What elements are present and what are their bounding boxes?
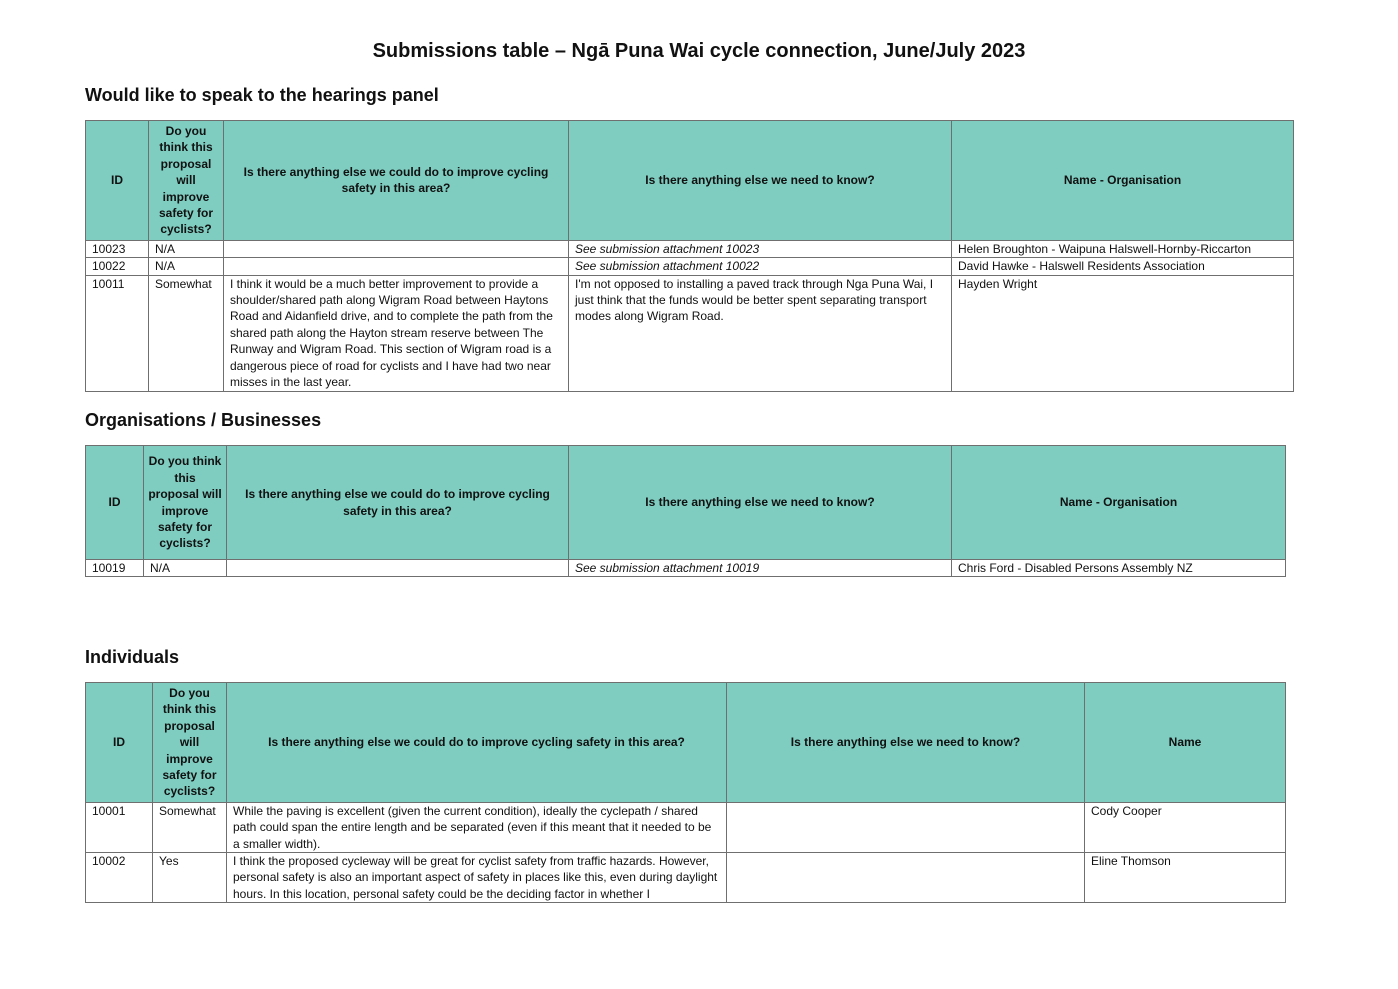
header-name: Name - Organisation	[952, 121, 1294, 241]
header-other-info: Is there anything else we need to know?	[569, 121, 952, 241]
header-suggestion: Is there anything else we could do to improve cycling safety in this area?	[227, 446, 569, 560]
cell-improve: N/A	[149, 240, 224, 257]
header-improve-safety: Do you think this proposal will improve safety for cyclists?	[144, 446, 227, 560]
cell-id: 10022	[86, 258, 149, 275]
cell-improve: N/A	[144, 560, 227, 577]
cell-suggestion	[224, 240, 569, 257]
cell-suggestion	[224, 258, 569, 275]
header-id: ID	[86, 683, 153, 803]
cell-improve: N/A	[149, 258, 224, 275]
header-other-info: Is there anything else we need to know?	[727, 683, 1085, 803]
table-header-row	[86, 446, 1286, 560]
cell-name: Eline Thomson	[1085, 853, 1286, 903]
organisations-table	[85, 445, 1286, 577]
cell-name: Hayden Wright	[952, 275, 1294, 391]
individuals-table	[85, 682, 1286, 903]
header-suggestion: Is there anything else we could do to improve cycling safety in this area?	[227, 683, 727, 803]
cell-name: Chris Ford - Disabled Persons Assembly NZ	[952, 560, 1286, 577]
cell-name: Helen Broughton - Waipuna Halswell-Hornby-Riccarton	[952, 240, 1294, 257]
cell-suggestion: While the paving is excellent (given the current condition), ideally the cyclepath / shared path could span the entire length and be separated (even if this meant that it needed to be a smaller width).	[227, 802, 727, 852]
table-row	[86, 258, 1294, 275]
header-improve-safety: Do you think this proposal will improve safety for cyclists?	[149, 121, 224, 241]
hearings-table	[85, 120, 1294, 392]
header-other-info: Is there anything else we need to know?	[569, 446, 952, 560]
cell-id: 10002	[86, 853, 153, 903]
table-header-row	[86, 683, 1286, 803]
header-id: ID	[86, 446, 144, 560]
cell-id: 10001	[86, 802, 153, 852]
cell-other: See submission attachment 10022	[569, 258, 952, 275]
cell-id: 10019	[86, 560, 144, 577]
section-title-hearings: Would like to speak to the hearings panel	[85, 85, 439, 105]
section-title-organisations: Organisations / Businesses	[85, 410, 322, 430]
page-title: Submissions table – Ngā Puna Wai cycle connection, June/July 2023	[372, 40, 1026, 62]
cell-name: Cody Cooper	[1085, 802, 1286, 852]
cell-name: David Hawke - Halswell Residents Association	[952, 258, 1294, 275]
cell-suggestion	[227, 560, 569, 577]
cell-other: See submission attachment 10023	[569, 240, 952, 257]
cell-other: I'm not opposed to installing a paved track through Nga Puna Wai, I just think that the funds would be better spent separating transport modes along Wigram Road.	[569, 275, 952, 391]
cell-other	[727, 802, 1085, 852]
table-row	[86, 275, 1294, 391]
header-id: ID	[86, 121, 149, 241]
cell-improve: Somewhat	[153, 802, 227, 852]
table-row	[86, 560, 1286, 577]
table-row	[86, 853, 1286, 903]
cell-id: 10023	[86, 240, 149, 257]
cell-improve: Somewhat	[149, 275, 224, 391]
header-name: Name	[1085, 683, 1286, 803]
cell-id: 10011	[86, 275, 149, 391]
cell-suggestion: I think the proposed cycleway will be great for cyclist safety from traffic hazards. However, personal safety is also an important aspect of safety in places like this, even during daylight hours. In this location, personal safety could be the deciding factor in whether I	[227, 853, 727, 903]
table-row	[86, 802, 1286, 852]
cell-improve: Yes	[153, 853, 227, 903]
table-header-row	[86, 121, 1294, 241]
section-title-individuals: Individuals	[85, 647, 180, 667]
cell-other: See submission attachment 10019	[569, 560, 952, 577]
header-suggestion: Is there anything else we could do to improve cycling safety in this area?	[224, 121, 569, 241]
cell-other	[727, 853, 1085, 903]
table-row	[86, 240, 1294, 257]
header-name: Name - Organisation	[952, 446, 1286, 560]
header-improve-safety: Do you think this proposal will improve safety for cyclists?	[153, 683, 227, 803]
cell-suggestion: I think it would be a much better improvement to provide a shoulder/shared path along Wigram Road between Haytons Road and Aidanfield drive, and to complete the path from the shared path along the Hayton stream reserve between The Runway and Wigram Road. This section of Wigram road is a dangerous piece of road for cyclists and I have had two near misses in the last year.	[224, 275, 569, 391]
